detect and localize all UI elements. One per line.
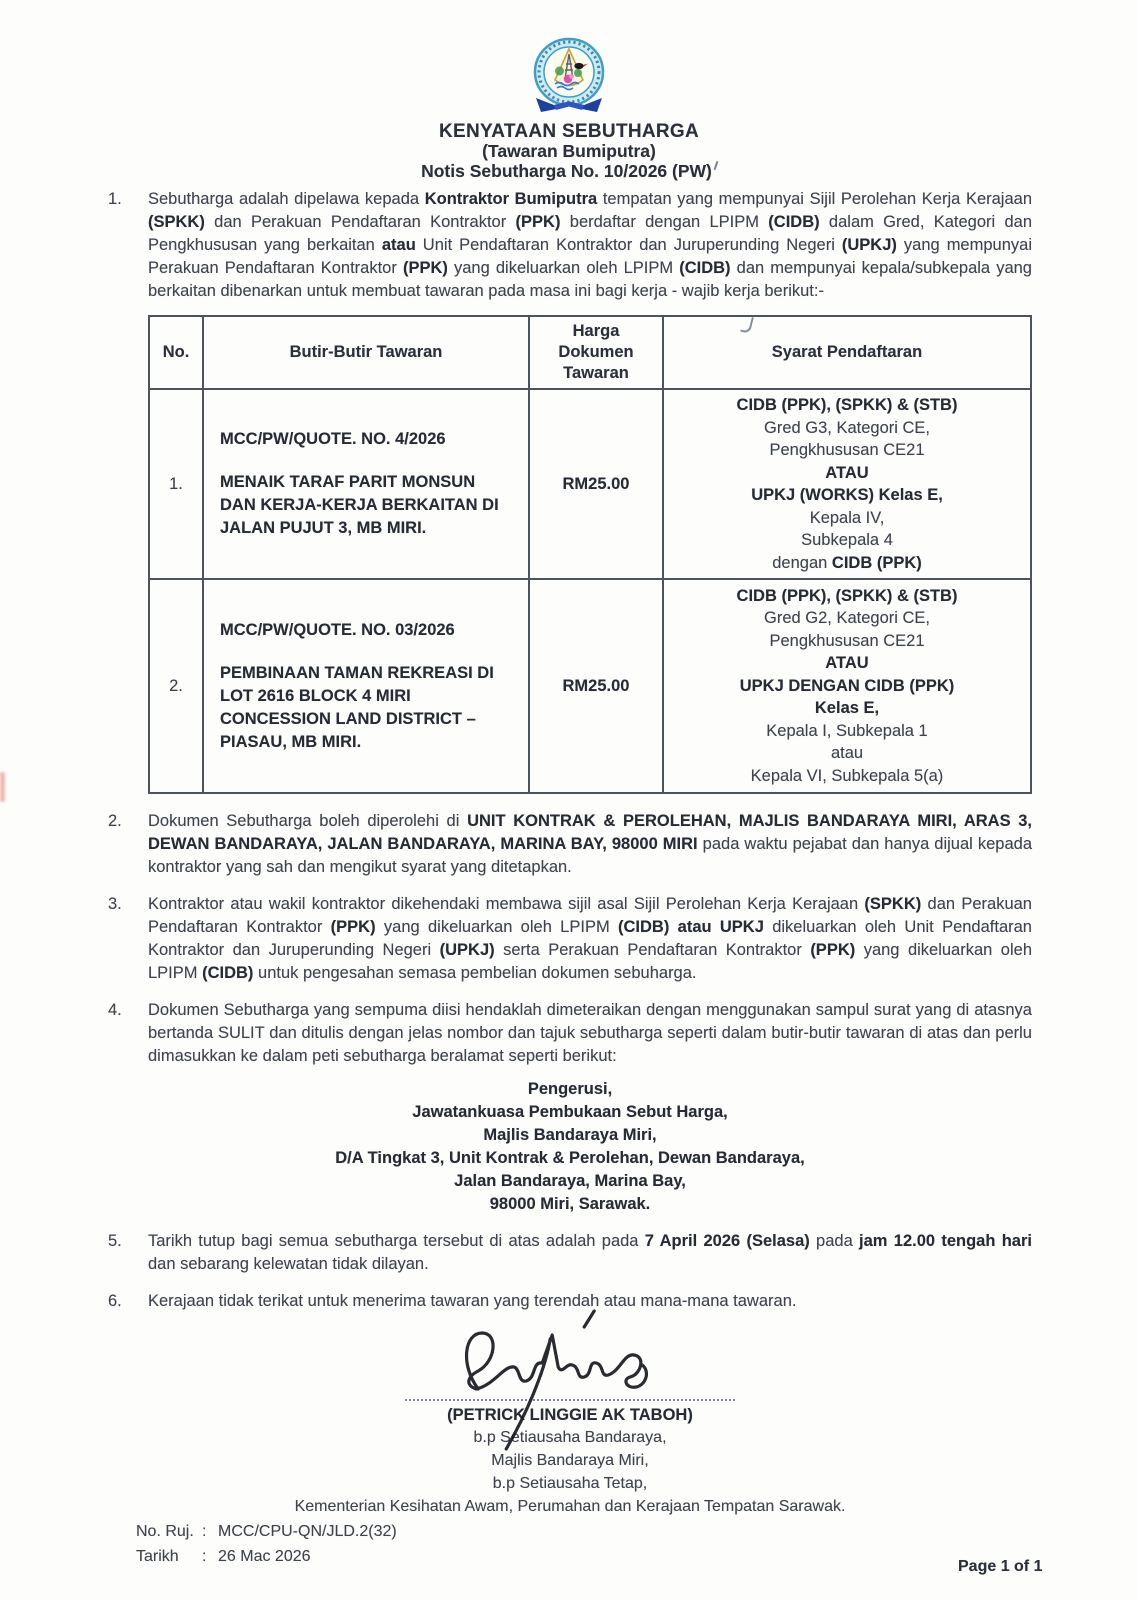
header-requirements: Syarat Pendaftaran <box>663 316 1031 389</box>
requirement-line: Kepala VI, Subkepala 5(a) <box>750 766 944 785</box>
page-subtitle: (Tawaran Bumiputra) <box>482 141 656 161</box>
requirement-line: ATAU <box>825 654 869 673</box>
address-line: Majlis Bandaraya Miri, <box>483 1126 657 1144</box>
requirement-line: Gred G2, Kategori CE, <box>764 609 930 628</box>
document-header <box>0 36 1138 181</box>
requirement-line: ATAU <box>825 463 869 482</box>
requirement-line: UPKJ DENGAN CIDB (PPK) <box>739 676 955 695</box>
scan-artifact-mark <box>0 772 5 802</box>
document-body <box>108 188 1032 1518</box>
reference-block <box>136 1519 397 1569</box>
numbered-item-2 <box>108 810 1032 879</box>
signatory-title-line: b.p Setiausaha Tetap, <box>492 1475 648 1492</box>
item-number: 2. <box>108 812 122 830</box>
item-number: 1. <box>108 190 122 208</box>
item-number: 4. <box>108 1001 122 1019</box>
quote-title: PEMBINAAN TAMAN REKREASI DI LOT 2616 BLOCK 4 MIRI CONCESSION LAND DISTRICT – PIASAU, MB MIRI. <box>220 663 494 751</box>
date-colon: : <box>202 1548 207 1565</box>
reference-number-line <box>136 1519 397 1544</box>
header-price <box>529 316 663 389</box>
registration-requirements <box>663 579 1031 793</box>
requirement-line: Pengkhususan CE21 <box>769 631 925 650</box>
signatory-title-line: Majlis Bandaraya Miri, <box>491 1452 649 1469</box>
requirement-line: Gred G3, Kategori CE, <box>764 418 930 437</box>
date-line <box>136 1544 397 1569</box>
ref-value: MCC/CPU-QN/JLD.2(32) <box>218 1523 397 1540</box>
address-line: D/A Tingkat 3, Unit Kontrak & Perolehan, Dewan Bandaraya, <box>335 1149 805 1167</box>
numbered-item-6 <box>108 1290 1032 1313</box>
requirement-line: Pengkhususan CE21 <box>769 441 925 459</box>
signatory-title-line: Kementerian Kesihatan Awam, Perumahan dan Kerajaan Tempatan Sarawak. <box>294 1498 846 1515</box>
requirement-line: Kepala I, Subkepala 1 <box>766 721 928 740</box>
quote-details <box>203 579 529 793</box>
document-price: RM25.00 <box>529 389 663 579</box>
item-text: Kerajaan tidak terikat untuk menerima tawaran yang terendah atau mana-mana tawaran. <box>148 1292 797 1310</box>
item-text: Dokumen Sebutharga yang sempuma diisi hendaklah dimeteraikan dengan menggunakan sampul surat yang di atasnya bertanda SULIT dan ditulis dengan jelas nombor dan tajuk sebutharga seperti dalam butir-butir tawaran di atas dan perlu dimasukkan ke dalam peti sebutharga beralamat seperti berikut: <box>148 1001 1032 1065</box>
signature-line <box>405 1399 735 1401</box>
row-number: 1. <box>149 389 203 579</box>
address-line: Pengerusi, <box>527 1080 613 1098</box>
requirement-line: CIDB (PPK), (SPKK) & (STB) <box>736 396 958 414</box>
signatory-name: (PETRICK LINGGIE AK TABOH) <box>447 1406 693 1424</box>
signatory-titles <box>108 1426 1032 1518</box>
header-details: Butir-Butir Tawaran <box>203 316 529 389</box>
numbered-item-5 <box>108 1230 1032 1276</box>
notice-number <box>0 161 1138 181</box>
miri-city-council-crest-icon <box>524 36 614 120</box>
item-text: Tarikh tutup bagi semua sebutharga tersebut di atas adalah pada 7 April 2026 (Selasa) pada jam 12.00 tengah hari dan sebarang kelewatan tidak dilayan. <box>148 1232 1032 1273</box>
pen-tick <box>713 161 718 170</box>
header-no: No. <box>149 316 203 389</box>
item-number: 3. <box>108 895 122 913</box>
item-text: Dokumen Sebutharga boleh diperolehi di UNIT KONTRAK & PEROLEHAN, MAJLIS BANDARAYA MIRI, ARAS 3, DEWAN BANDARAYA, JALAN BANDARAYA, MARINA BAY, 98000 MIRI pada waktu pejabat dan hanya dijual kepada kontraktor yang sah dan mengikut syarat yang ditetapkan. <box>148 812 1033 876</box>
address-line: 98000 Miri, Sarawak. <box>489 1195 651 1213</box>
requirement-line: Kelas E, <box>814 699 880 718</box>
requirement-line: CIDB (PPK), (SPKK) & (STB) <box>736 586 958 605</box>
row-number: 2. <box>149 579 203 793</box>
numbered-item-3 <box>108 893 1032 985</box>
signatory-title-line: b.p Setiausaha Bandaraya, <box>473 1429 667 1446</box>
numbered-item-1 <box>108 188 1032 303</box>
table-row-1 <box>149 389 1031 579</box>
item-number: 5. <box>108 1232 122 1250</box>
address-line: Jawatankuasa Pembukaan Sebut Harga, <box>412 1103 728 1121</box>
date-label: Tarikh <box>136 1548 179 1565</box>
requirement-line: UPKJ (WORKS) Kelas E, <box>751 486 943 504</box>
document-price: RM25.00 <box>529 579 663 793</box>
tender-table <box>148 315 1032 794</box>
requirement-line: dengan CIDB (PPK) <box>772 553 922 572</box>
quote-title: MENAIK TARAF PARIT MONSUN DAN KERJA-KERJA BERKAITAN DI JALAN PUJUT 3, MB MIRI. <box>220 473 499 537</box>
header-price-text: Harga Dokumen Tawaran <box>558 322 634 382</box>
registration-requirements <box>663 389 1031 579</box>
requirement-line: atau <box>830 744 864 763</box>
quote-ref: MCC/PW/QUOTE. NO. 03/2026 <box>220 620 455 639</box>
page-number: Page 1 of 1 <box>958 1558 1043 1575</box>
submission-address-block <box>108 1078 1032 1216</box>
item-text: Kontraktor atau wakil kontraktor dikehendaki membawa sijil asal Sijil Perolehan Kerja Kerajaan (SPKK) dan Perakuan Pendaftaran Kontraktor (PPK) yang dikeluarkan oleh LPIPM (CIDB) atau UPKJ dikeluarkan oleh Unit Pendaftaran Kontraktor dan Juruperunding Negeri (UPKJ) serta Perakuan Pendaftaran Kontraktor (PPK) yang dikeluarkan oleh LPIPM (CIDB) untuk pengesahan semasa pembelian dokumen sebuharga. <box>148 895 1032 982</box>
address-line: Jalan Bandaraya, Marina Bay, <box>454 1172 686 1190</box>
requirement-line: Kepala IV, <box>809 508 885 527</box>
quote-details <box>203 389 529 579</box>
ref-colon: : <box>202 1523 207 1540</box>
item-text: Sebutharga adalah dipelawa kepada Kontraktor Bumiputra tempatan yang mempunyai Sijil Perolehan Kerja Kerajaan (SPKK) dan Perakuan Pendaftaran Kontraktor (PPK) berdaftar dengan LPIPM (CIDB) dalam Gred, Kategori dan Pengkhususan yang berkaitan atau Unit Pendaftaran Kontraktor dan Juruperunding Negeri (UPKJ) yang mempunyai Perakuan Pendaftaran Kontraktor (PPK) yang dikeluarkan oleh LPIPM (CIDB) dan mempunyai kepala/subkepala yang berkaitan dibenarkan untuk membuat tawaran pada masa ini bagi kerja - wajib kerja berikut:- <box>148 190 1033 300</box>
date-value: 26 Mac 2026 <box>218 1548 311 1565</box>
page-title: KENYATAAN SEBUTHARGA <box>438 121 700 142</box>
quote-ref: MCC/PW/QUOTE. NO. 4/2026 <box>220 430 446 448</box>
item-number: 6. <box>108 1292 122 1310</box>
numbered-item-4 <box>108 999 1032 1068</box>
table-header-row <box>149 316 1031 389</box>
notice-number-text: Notis Sebutharga No. 10/2026 (PW) <box>421 161 712 181</box>
ref-label: No. Ruj. <box>136 1523 194 1540</box>
requirement-line: Subkepala 4 <box>801 531 893 549</box>
signature-block <box>108 1317 1032 1518</box>
table-row-2 <box>149 579 1031 793</box>
